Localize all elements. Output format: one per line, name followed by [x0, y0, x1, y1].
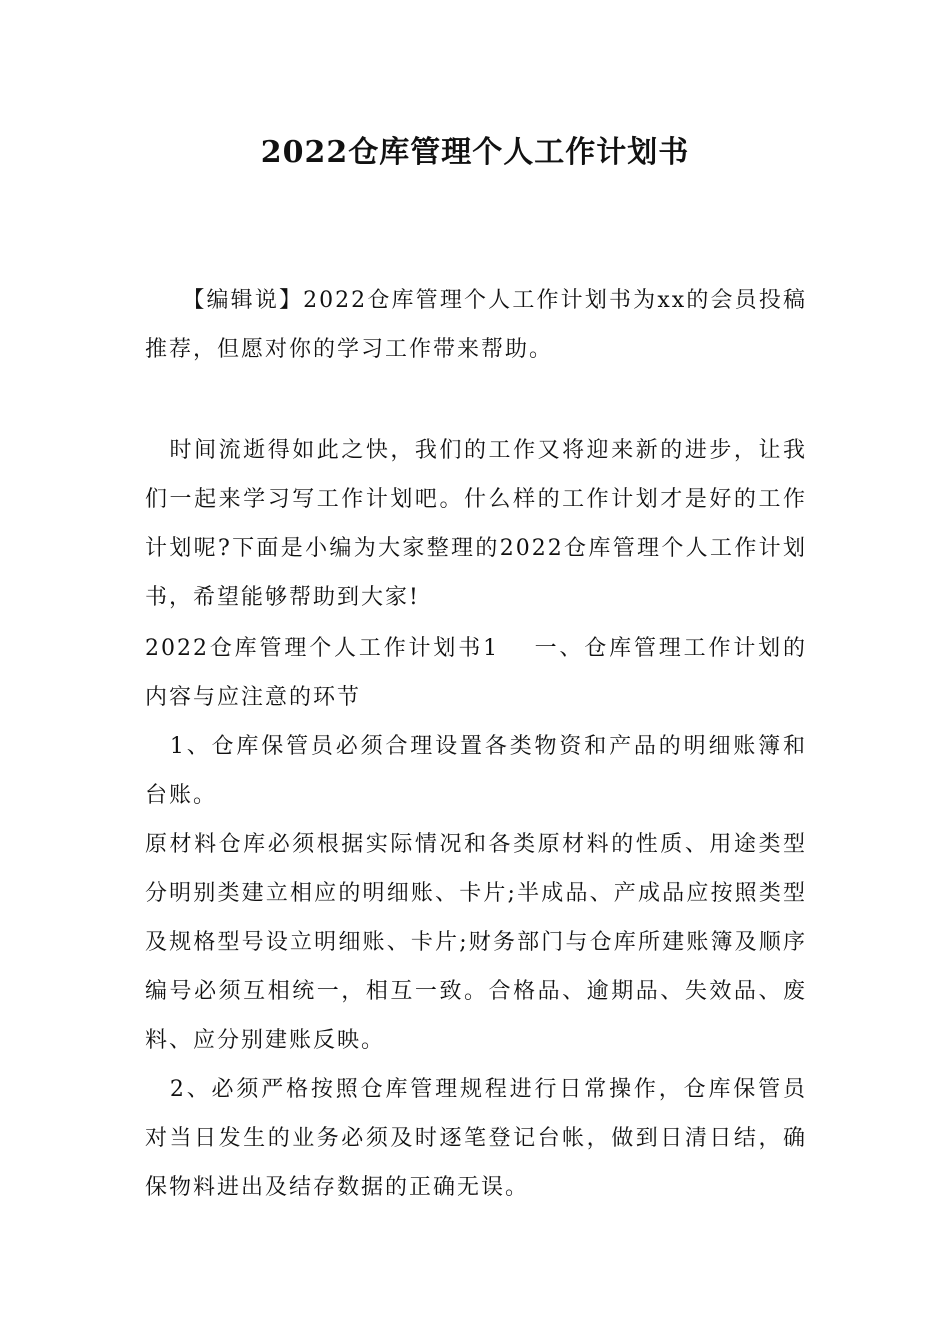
section-heading: 2022仓库管理个人工作计划书1 一、仓库管理工作计划的内容与应注意的环节: [145, 636, 807, 710]
item-1-detail-paragraph: 原材料仓库必须根据实际情况和各类原材料的性质、用途类型分明别类建立相应的明细账、卡片;半成品、产成品应按照类型及规格型号设立明细账、卡片;财务部门与仓库所建账簿及顺序编号必须互相统一，相互一致。合格品、逾期品、失效品、废料、应分别建账反映。: [145, 832, 807, 1053]
section-body: [145, 624, 807, 1212]
document-title: 2022仓库管理个人工作计划书: [260, 135, 690, 170]
intro-paragraph: 时间流逝得如此之快，我们的工作又将迎来新的进步，让我们一起来学习写工作计划吧。什么样的工作计划才是好的工作计划呢?下面是小编为大家整理的2022仓库管理个人工作计划书，希望能够帮助到大家!: [145, 438, 807, 610]
item-1-paragraph: 1、仓库保管员必须合理设置各类物资和产品的明细账簿和台账。: [145, 734, 807, 808]
editor-note-paragraph: 【编辑说】2022仓库管理个人工作计划书为xx的会员投稿推荐，但愿对你的学习工作带来帮助。: [145, 288, 807, 362]
item-2-paragraph: 2、必须严格按照仓库管理规程进行日常操作，仓库保管员对当日发生的业务必须及时逐笔登记台帐，做到日清日结，确保物料进出及结存数据的正确无误。: [145, 1077, 807, 1200]
